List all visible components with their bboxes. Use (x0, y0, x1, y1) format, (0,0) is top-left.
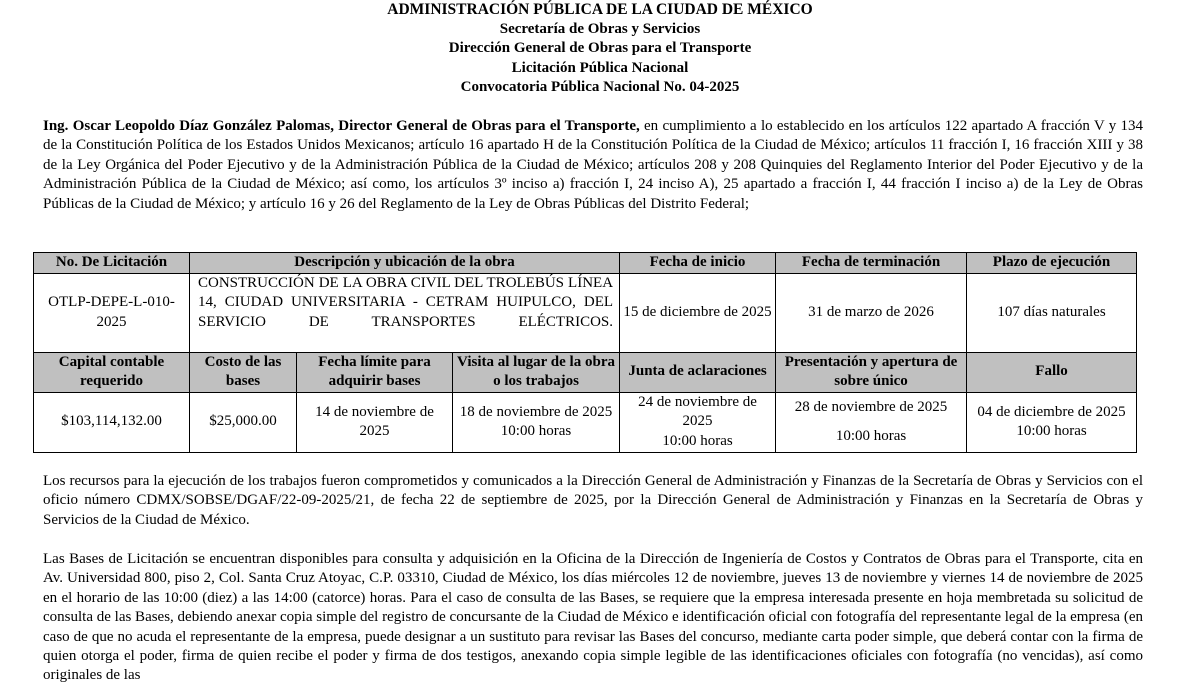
td-fecha-inicio: 15 de diciembre de 2025 (620, 273, 776, 352)
td-descripcion: CONSTRUCCIÓN DE LA OBRA CIVIL DEL TROLEBÚS LÍNEA 14, CIUDAD UNIVERSITARIA - CETRAM HUIPULCO, DEL SERVICIO DE TRANSPORTES ELÉCTRICOS. (190, 273, 620, 352)
intro-text: en cumplimiento a lo establecido en los artículos 122 apartado A fracción V y 134 de la Constitución Política de los Estados Unidos Mexicanos; artículo 16 apartado H de la Constitución Política de la Ciudad de México; artículos 11 fracción I, 16 fracción XIII y 38 de la Ley Orgánica del Poder Ejecutivo y de la Administración Pública de la Ciudad de México; artículos 208 y 208 Quinquies del Reglamento Interior del Poder Ejecutivo y de la Administración Pública de la Ciudad de México; así como, los artículos 3º inciso a) fracción I, 24 inciso A), 25 apartado a fracción I, 44 fracción I inciso a) de la Ley de Obras Públicas de la Ciudad de México; y artículo 16 y 26 del Reglamento de la Ley de Obras Públicas del Distrito Federal; (43, 118, 1143, 212)
td-fecha-limite: 14 de noviembre de 2025 (297, 392, 453, 452)
td-fallo (967, 392, 1137, 452)
presentacion-hora: 10:00 horas (835, 428, 907, 445)
header-administracion: ADMINISTRACIÓN PÚBLICA DE LA CIUDAD DE MÉXICO (387, 1, 813, 18)
th-fecha-terminacion: Fecha de terminación (776, 253, 967, 274)
th-descripcion: Descripción y ubicación de la obra (190, 253, 620, 274)
intro-signer: Ing. Oscar Leopoldo Díaz González Palomas, Director General de Obras para el Transporte, (43, 118, 640, 134)
header-direccion: Dirección General de Obras para el Transporte (448, 40, 752, 57)
table-header-row-2 (34, 352, 1137, 392)
junta-fecha: 24 de noviembre de 2025 (638, 393, 757, 430)
junta-hora: 10:00 horas (662, 433, 733, 450)
th-capital: Capital contable requerido (34, 352, 190, 392)
visita-fecha: 18 de noviembre de 2025 (459, 403, 613, 420)
td-fecha-terminacion: 31 de marzo de 2026 (776, 273, 967, 352)
header-secretaria: Secretaría de Obras y Servicios (499, 20, 701, 37)
document-header (0, 0, 1200, 98)
presentacion-fecha: 28 de noviembre de 2025 (794, 398, 948, 415)
td-plazo: 107 días naturales (967, 273, 1137, 352)
th-fecha-limite: Fecha límite para adquirir bases (297, 352, 453, 392)
th-plazo: Plazo de ejecución (967, 253, 1137, 274)
th-presentacion: Presentación y apertura de sobre único (776, 352, 967, 392)
table-header-row-1 (34, 253, 1137, 274)
fallo-hora: 10:00 horas (1016, 423, 1087, 440)
bases-paragraph: Las Bases de Licitación se encuentran disponibles para consulta y adquisición en la Oficina de la Dirección de Ingeniería de Costos y Contratos de Obras para el Transporte, cita en Av. Universidad 800, piso 2, Col. Santa Cruz Atoyac, C.P. 03310, Ciudad de México, los días miércoles 12 de noviembre, jueves 13 de noviembre y viernes 14 de noviembre de 2025 en el horario de las 10:00 (diez) a las 14:00 (catorce) horas. Para el caso de consulta de las Bases, se requiere que la empresa interesada presente en hoja membretada su solicitud de consulta de las Bases, debiendo anexar copia simple del registro de concursante de la Ciudad de México e identificación oficial con fotografía del representante legal de la empresa (en caso de que no acuda el representante de la empresa, puede designar a un sustituto para revisar las Bases del concurso, mediante carta poder simple, que deberá contar con la firma de quien otorga el poder, firma de quien recibe el poder y firma de dos testigos, anexando copia simple legible de las identificaciones oficiales con fotografía (no vencidas), así como originales de las (43, 551, 1143, 684)
header-licitacion: Licitación Pública Nacional (511, 59, 689, 76)
td-presentacion (776, 392, 967, 452)
th-junta: Junta de aclaraciones (620, 352, 776, 392)
th-fecha-inicio: Fecha de inicio (620, 253, 776, 274)
th-visita: Visita al lugar de la obra o los trabajos (453, 352, 620, 392)
header-convocatoria: Convocatoria Pública Nacional No. 04-2025 (460, 79, 740, 96)
th-numero: No. De Licitación (34, 253, 190, 274)
td-visita (453, 392, 620, 452)
th-costo: Costo de las bases (190, 352, 297, 392)
td-costo: $25,000.00 (190, 392, 297, 452)
table-row (34, 392, 1137, 452)
td-numero: OTLP-DEPE-L-010-2025 (34, 273, 190, 352)
th-fallo: Fallo (967, 352, 1137, 392)
licitacion-table (33, 252, 1137, 453)
td-junta (620, 392, 776, 452)
recursos-paragraph: Los recursos para la ejecución de los trabajos fueron comprometidos y comunicados a la Dirección General de Administración y Finanzas de la Secretaría de Obras y Servicios con el oficio número CDMX/SOBSE/DGAF/22-09-2025/21, de fecha 22 de septiembre de 2025, por la Dirección General de Administración y Finanzas en la Secretaría de Obras y Servicios de la Ciudad de México. (43, 473, 1143, 528)
intro-paragraph (43, 117, 1143, 214)
td-capital: $103,114,132.00 (34, 392, 190, 452)
table-row (34, 273, 1137, 352)
visita-hora: 10:00 horas (500, 423, 572, 440)
fallo-fecha: 04 de diciembre de 2025 (977, 403, 1126, 420)
